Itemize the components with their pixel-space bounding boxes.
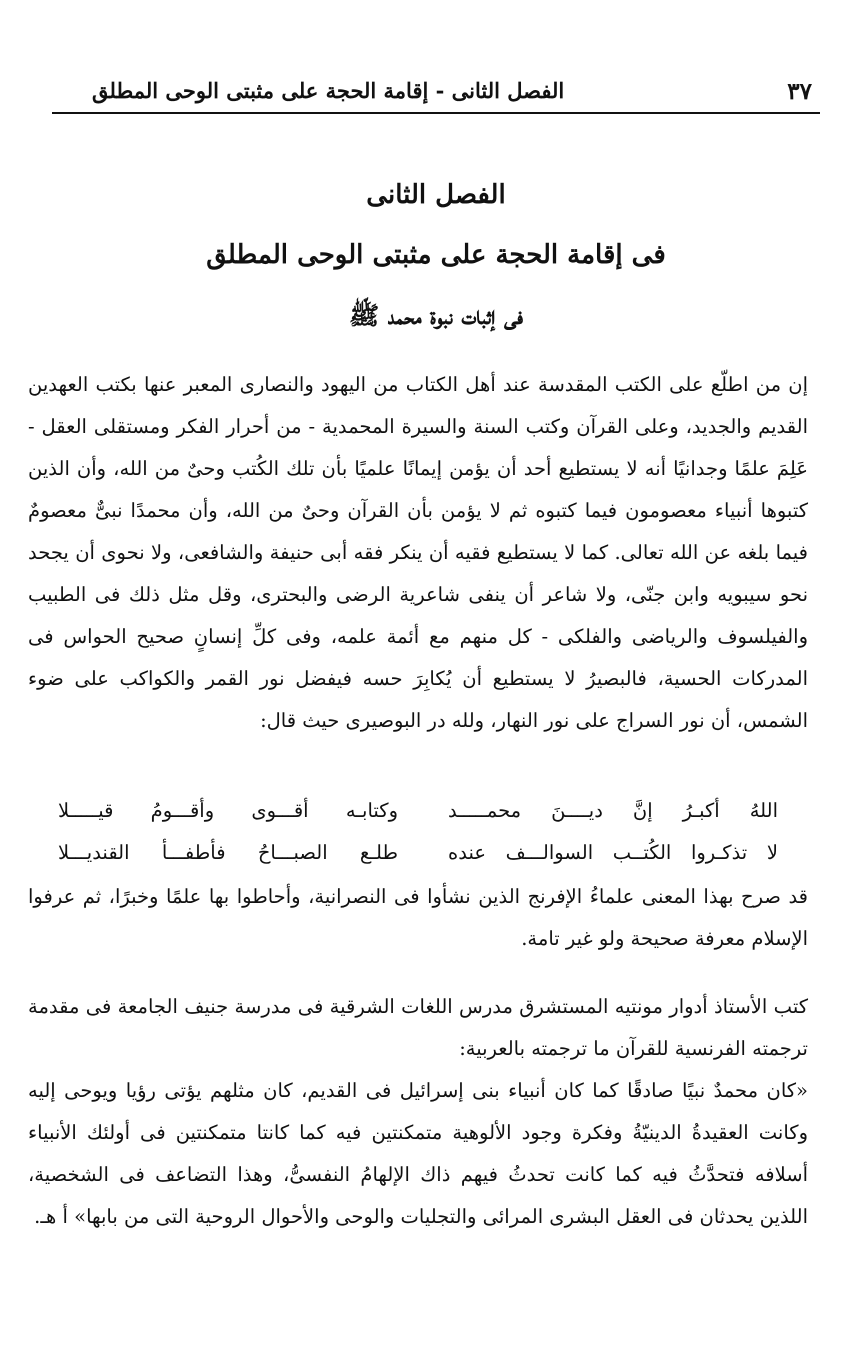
poem-hemistich-second: وكتابـه أقـــوى وأقـــومُ قيـــــلا <box>58 799 398 822</box>
paragraph-montet-intro: كتب الأستاذ أدوار مونتيه المستشرق مدرس اللغات الشرقية فى مدرسة جنيف الجامعة فى مقدمة ترجمته الفرنسية للقرآن ما ترجمته بالعربية: <box>28 995 808 1060</box>
chapter-title: فى إقامة الحجة على مثبتى الوحى المطلق <box>206 240 666 270</box>
poem <box>28 790 808 874</box>
chapter-heading: الفصل الثانى <box>366 180 506 210</box>
poem-hemistich-first: اللهُ أكبـرُ إنَّ ديــــنَ محمـــــد <box>448 799 778 822</box>
poem-verse <box>28 790 808 832</box>
running-title: الفصل الثانى - إقامة الحجة على مثبتى الوحى المطلق <box>92 78 565 103</box>
chapter-subtitle: فى إثبات نبوة محمد ﷺ <box>348 301 524 330</box>
paragraph-montet-quote: «كان محمدٌ نبيًا صادقًا كما كان أنبياء بنى إسرائيل فى القديم، كان مثلهم يؤتى رؤيا ويوحى إليه وكانت العقيدةُ الدينيّةُ وفكرة وجود الألوهية متمكنتين فيه كما كانتا متمكنتين فى أولئك الأنبياء أسلافه فتحدَّثُ فيه كما كانت تحدثُ فيهم ذاك الإلهامُ النفسىُّ، وهذا التضاعف فى الشخصية، اللذين يحدثان فى العقل البشرى المرائى والتجليات والوحى والأحوال الروحية التى من بابها» أ هـ. <box>28 1079 808 1228</box>
poem-verse <box>28 832 808 874</box>
poem-hemistich-second: طلـع الصبـــاحُ فأطفـــأ القنديـــلا <box>58 841 398 864</box>
paragraph-intro: إن من اطلّع على الكتب المقدسة عند أهل الكتاب من اليهود والنصارى المعبر عنها بكتب العهدين القديم والجديد، وعلى القرآن وكتب السنة والسيرة المحمدية - من أحرار الفكر ومستقلى العقل - عَلِمَ علمًا وجدانيًا أنه لا يستطيع أحد أن يؤمن إيمانًا علميًا بأن تلك الكُتب وحىٌ من الله، وأن الذين كتبوها أنبياء معصومون فيما كتبوه ثم لا يؤمن بأن القرآن وحىٌ من الله، وأن محمدًا نبىٌّ معصومٌ فيما بلغه عن الله تعالى. كما لا يستطيع فقيه أن ينكر فقه أبى حنيفة والشافعى، ولا نحوى أن يجحد نحو سيبويه وابن جنّى، ولا شاعر أن ينفى شاعرية الرضى والبحترى، وقل مثل ذلك فى الطبيب والفيلسوف والرياضى والفلكى - كل منهم مع أئمة علمه، وفى كلِّ إنسانٍ صحيح الحواس فى المدركات الحسية، فالبصيرُ لا يستطيع أن يُكابِرَ حسه فيفضل نور القمر والكواكب على ضوء الشمس، أن نور السراج على نور النهار، ولله در البوصيرى حيث قال: <box>28 373 808 732</box>
running-header <box>52 72 820 114</box>
poem-hemistich-first: لا تذكـروا الكُتــب السوالـــف عنده <box>448 841 778 864</box>
paragraph-european-scholars: قد صرح بهذا المعنى علماءُ الإفرنج الذين نشأوا فى النصرانية، وأحاطوا بها علمًا وخبرًا، ثم عرفوا الإسلام معرفة صحيحة ولو غير تامة. <box>28 885 808 950</box>
page-number: ٣٧ <box>787 78 812 105</box>
